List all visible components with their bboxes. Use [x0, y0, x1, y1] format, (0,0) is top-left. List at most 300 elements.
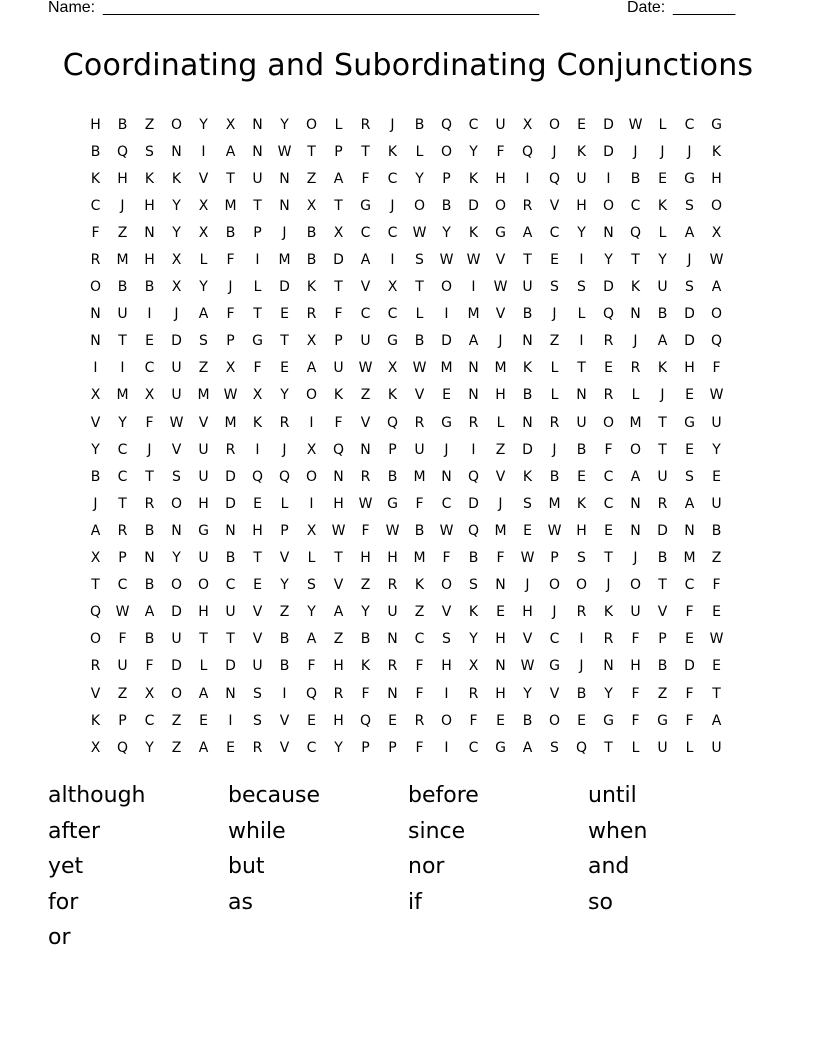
- grid-letter[interactable]: M: [116, 252, 129, 269]
- grid-letter[interactable]: S: [685, 197, 694, 214]
- grid-letter[interactable]: S: [442, 631, 451, 648]
- grid-letter[interactable]: M: [224, 414, 237, 431]
- grid-letter[interactable]: A: [684, 495, 695, 512]
- grid-letter[interactable]: I: [444, 685, 449, 702]
- grid-letter[interactable]: P: [280, 522, 289, 539]
- grid-letter[interactable]: Y: [145, 739, 154, 756]
- grid-letter[interactable]: I: [525, 170, 530, 187]
- grid-letter[interactable]: C: [684, 116, 695, 133]
- grid-letter[interactable]: D: [684, 306, 695, 323]
- grid-letter[interactable]: H: [144, 252, 155, 269]
- grid-letter[interactable]: Y: [712, 441, 721, 458]
- grid-letter[interactable]: Y: [334, 739, 343, 756]
- grid-letter[interactable]: V: [495, 306, 506, 323]
- grid-letter[interactable]: K: [252, 414, 263, 431]
- grid-letter[interactable]: K: [333, 387, 344, 404]
- grid-letter[interactable]: W: [331, 522, 346, 539]
- grid-letter[interactable]: O: [629, 441, 642, 458]
- grid-letter[interactable]: M: [494, 522, 507, 539]
- grid-letter[interactable]: Y: [469, 143, 478, 160]
- grid-letter[interactable]: D: [225, 658, 236, 675]
- grid-letter[interactable]: E: [226, 739, 235, 756]
- grid-letter[interactable]: G: [252, 333, 263, 350]
- grid-letter[interactable]: N: [225, 522, 236, 539]
- grid-letter[interactable]: R: [603, 387, 614, 404]
- grid-letter[interactable]: Y: [307, 604, 316, 621]
- grid-letter[interactable]: O: [710, 197, 723, 214]
- grid-letter[interactable]: J: [525, 577, 530, 594]
- grid-letter[interactable]: N: [360, 441, 371, 458]
- grid-letter[interactable]: J: [660, 143, 665, 160]
- grid-letter[interactable]: U: [576, 414, 587, 431]
- grid-letter[interactable]: P: [442, 170, 451, 187]
- grid-letter[interactable]: J: [552, 143, 557, 160]
- grid-letter[interactable]: H: [333, 712, 344, 729]
- grid-letter[interactable]: V: [360, 279, 371, 296]
- grid-letter[interactable]: M: [413, 468, 426, 485]
- grid-letter[interactable]: T: [280, 333, 289, 350]
- grid-letter[interactable]: Z: [117, 224, 128, 241]
- grid-letter[interactable]: K: [468, 224, 479, 241]
- grid-letter[interactable]: O: [305, 387, 318, 404]
- grid-letter[interactable]: W: [412, 360, 427, 377]
- grid-letter[interactable]: K: [90, 170, 101, 187]
- grid-letter[interactable]: O: [89, 631, 102, 648]
- grid-letter[interactable]: O: [170, 577, 183, 594]
- grid-letter[interactable]: R: [630, 360, 641, 377]
- grid-letter[interactable]: U: [171, 387, 182, 404]
- grid-letter[interactable]: F: [334, 414, 343, 431]
- grid-letter[interactable]: V: [333, 577, 344, 594]
- grid-letter[interactable]: D: [171, 604, 182, 621]
- grid-letter[interactable]: D: [225, 468, 236, 485]
- grid-letter[interactable]: T: [604, 739, 613, 756]
- grid-letter[interactable]: G: [360, 197, 371, 214]
- grid-letter[interactable]: X: [306, 333, 317, 350]
- grid-letter[interactable]: Z: [333, 631, 344, 648]
- grid-letter[interactable]: V: [90, 685, 101, 702]
- grid-letter[interactable]: X: [171, 279, 182, 296]
- grid-letter[interactable]: Y: [280, 577, 289, 594]
- grid-letter[interactable]: Y: [280, 387, 289, 404]
- grid-letter[interactable]: Z: [360, 577, 371, 594]
- grid-letter[interactable]: I: [309, 495, 314, 512]
- grid-letter[interactable]: B: [522, 306, 533, 323]
- grid-letter[interactable]: C: [144, 360, 155, 377]
- grid-letter[interactable]: R: [144, 495, 155, 512]
- grid-letter[interactable]: K: [387, 387, 398, 404]
- grid-letter[interactable]: T: [145, 468, 154, 485]
- grid-letter[interactable]: K: [576, 495, 587, 512]
- grid-letter[interactable]: D: [684, 658, 695, 675]
- grid-letter[interactable]: S: [685, 279, 694, 296]
- grid-letter[interactable]: I: [201, 143, 206, 160]
- grid-letter[interactable]: K: [414, 577, 425, 594]
- grid-letter[interactable]: N: [171, 143, 182, 160]
- grid-letter[interactable]: V: [360, 414, 371, 431]
- grid-letter[interactable]: G: [684, 414, 695, 431]
- grid-letter[interactable]: N: [387, 631, 398, 648]
- grid-letter[interactable]: E: [658, 170, 667, 187]
- grid-letter[interactable]: B: [144, 279, 155, 296]
- grid-letter[interactable]: L: [685, 739, 694, 756]
- grid-letter[interactable]: Z: [549, 333, 560, 350]
- grid-letter[interactable]: M: [629, 414, 642, 431]
- grid-letter[interactable]: R: [387, 658, 398, 675]
- grid-letter[interactable]: U: [630, 604, 641, 621]
- grid-letter[interactable]: H: [495, 631, 506, 648]
- grid-letter[interactable]: X: [225, 360, 236, 377]
- grid-letter[interactable]: W: [277, 143, 292, 160]
- grid-letter[interactable]: C: [117, 468, 128, 485]
- grid-letter[interactable]: I: [228, 712, 233, 729]
- grid-letter[interactable]: E: [307, 712, 316, 729]
- grid-letter[interactable]: I: [255, 252, 260, 269]
- grid-letter[interactable]: X: [171, 252, 182, 269]
- grid-letter[interactable]: I: [471, 279, 476, 296]
- grid-letter[interactable]: F: [118, 631, 127, 648]
- grid-letter[interactable]: B: [90, 468, 101, 485]
- grid-letter[interactable]: C: [90, 197, 101, 214]
- grid-letter[interactable]: J: [498, 495, 503, 512]
- grid-letter[interactable]: F: [469, 712, 478, 729]
- grid-letter[interactable]: V: [279, 712, 290, 729]
- grid-letter[interactable]: F: [145, 658, 154, 675]
- grid-letter[interactable]: S: [469, 577, 478, 594]
- grid-letter[interactable]: B: [225, 224, 236, 241]
- grid-letter[interactable]: P: [334, 333, 343, 350]
- grid-letter[interactable]: G: [441, 414, 452, 431]
- grid-letter[interactable]: C: [387, 224, 398, 241]
- grid-letter[interactable]: N: [576, 387, 587, 404]
- grid-letter[interactable]: H: [333, 495, 344, 512]
- grid-letter[interactable]: F: [415, 739, 424, 756]
- grid-letter[interactable]: T: [658, 414, 667, 431]
- grid-letter[interactable]: R: [522, 197, 533, 214]
- grid-letter[interactable]: Z: [306, 170, 317, 187]
- grid-letter[interactable]: S: [253, 685, 262, 702]
- grid-letter[interactable]: E: [712, 468, 721, 485]
- grid-letter[interactable]: U: [657, 739, 668, 756]
- grid-letter[interactable]: X: [387, 279, 398, 296]
- grid-letter[interactable]: X: [468, 658, 479, 675]
- grid-letter[interactable]: W: [547, 522, 562, 539]
- grid-letter[interactable]: D: [441, 333, 452, 350]
- grid-letter[interactable]: L: [550, 360, 559, 377]
- grid-letter[interactable]: R: [360, 468, 371, 485]
- grid-letter[interactable]: K: [576, 143, 587, 160]
- grid-letter[interactable]: I: [147, 306, 152, 323]
- grid-letter[interactable]: U: [414, 441, 425, 458]
- grid-letter[interactable]: R: [90, 252, 101, 269]
- grid-letter[interactable]: U: [657, 468, 668, 485]
- grid-letter[interactable]: I: [606, 170, 611, 187]
- grid-letter[interactable]: Y: [172, 224, 181, 241]
- grid-letter[interactable]: O: [89, 279, 102, 296]
- grid-letter[interactable]: Z: [657, 685, 668, 702]
- grid-letter[interactable]: E: [199, 712, 208, 729]
- grid-letter[interactable]: T: [118, 495, 127, 512]
- grid-letter[interactable]: A: [711, 712, 722, 729]
- grid-letter[interactable]: E: [523, 522, 532, 539]
- grid-letter[interactable]: C: [468, 116, 479, 133]
- grid-letter[interactable]: F: [712, 360, 721, 377]
- grid-letter[interactable]: K: [171, 170, 182, 187]
- grid-letter[interactable]: F: [631, 712, 640, 729]
- grid-letter[interactable]: X: [144, 387, 155, 404]
- grid-letter[interactable]: W: [466, 252, 481, 269]
- grid-letter[interactable]: D: [603, 116, 614, 133]
- grid-letter[interactable]: J: [498, 333, 503, 350]
- grid-letter[interactable]: A: [144, 604, 155, 621]
- grid-letter[interactable]: B: [117, 279, 128, 296]
- grid-letter[interactable]: O: [602, 197, 615, 214]
- grid-letter[interactable]: A: [711, 279, 722, 296]
- grid-letter[interactable]: U: [198, 468, 209, 485]
- grid-letter[interactable]: E: [685, 631, 694, 648]
- grid-letter[interactable]: F: [496, 143, 505, 160]
- grid-letter[interactable]: C: [387, 170, 398, 187]
- grid-letter[interactable]: C: [117, 441, 128, 458]
- grid-letter[interactable]: V: [549, 197, 560, 214]
- grid-letter[interactable]: C: [144, 712, 155, 729]
- grid-letter[interactable]: F: [415, 658, 424, 675]
- grid-letter[interactable]: E: [577, 468, 586, 485]
- grid-letter[interactable]: T: [415, 279, 424, 296]
- grid-letter[interactable]: I: [255, 441, 260, 458]
- grid-letter[interactable]: C: [468, 739, 479, 756]
- grid-letter[interactable]: W: [520, 658, 535, 675]
- grid-letter[interactable]: F: [631, 631, 640, 648]
- grid-letter[interactable]: Y: [199, 279, 208, 296]
- grid-letter[interactable]: T: [334, 550, 343, 567]
- grid-letter[interactable]: U: [711, 495, 722, 512]
- grid-letter[interactable]: V: [279, 550, 290, 567]
- grid-letter[interactable]: Q: [629, 224, 642, 241]
- grid-letter[interactable]: V: [495, 252, 506, 269]
- grid-letter[interactable]: A: [522, 739, 533, 756]
- grid-letter[interactable]: W: [169, 414, 184, 431]
- grid-letter[interactable]: S: [307, 577, 316, 594]
- grid-letter[interactable]: E: [442, 387, 451, 404]
- grid-letter[interactable]: L: [280, 495, 289, 512]
- grid-letter[interactable]: H: [711, 170, 722, 187]
- grid-letter[interactable]: X: [333, 224, 344, 241]
- grid-letter[interactable]: B: [279, 631, 290, 648]
- grid-letter[interactable]: Z: [144, 116, 155, 133]
- grid-letter[interactable]: B: [522, 387, 533, 404]
- grid-letter[interactable]: F: [361, 522, 370, 539]
- grid-letter[interactable]: Q: [710, 333, 723, 350]
- grid-letter[interactable]: A: [90, 522, 101, 539]
- grid-letter[interactable]: B: [630, 170, 641, 187]
- grid-letter[interactable]: Z: [360, 387, 371, 404]
- grid-letter[interactable]: T: [253, 306, 262, 323]
- grid-letter[interactable]: Q: [521, 143, 534, 160]
- grid-letter[interactable]: Z: [117, 685, 128, 702]
- grid-letter[interactable]: O: [413, 197, 426, 214]
- grid-letter[interactable]: W: [709, 252, 724, 269]
- grid-letter[interactable]: K: [657, 360, 668, 377]
- grid-letter[interactable]: J: [660, 387, 665, 404]
- grid-letter[interactable]: O: [575, 577, 588, 594]
- grid-letter[interactable]: H: [333, 658, 344, 675]
- grid-letter[interactable]: A: [360, 252, 371, 269]
- grid-letter[interactable]: N: [279, 170, 290, 187]
- grid-letter[interactable]: Y: [172, 550, 181, 567]
- grid-letter[interactable]: E: [145, 333, 154, 350]
- grid-letter[interactable]: P: [658, 631, 667, 648]
- grid-letter[interactable]: C: [684, 577, 695, 594]
- grid-letter[interactable]: D: [225, 495, 236, 512]
- grid-letter[interactable]: P: [361, 739, 370, 756]
- grid-letter[interactable]: S: [199, 333, 208, 350]
- grid-letter[interactable]: I: [579, 252, 584, 269]
- grid-letter[interactable]: Z: [171, 712, 182, 729]
- grid-letter[interactable]: B: [306, 224, 317, 241]
- grid-letter[interactable]: B: [657, 306, 668, 323]
- grid-letter[interactable]: S: [253, 712, 262, 729]
- grid-letter[interactable]: A: [333, 604, 344, 621]
- grid-letter[interactable]: J: [120, 197, 125, 214]
- grid-letter[interactable]: Y: [280, 116, 289, 133]
- grid-letter[interactable]: R: [603, 631, 614, 648]
- grid-letter[interactable]: T: [118, 333, 127, 350]
- grid-letter[interactable]: R: [225, 441, 236, 458]
- grid-letter[interactable]: W: [709, 387, 724, 404]
- grid-letter[interactable]: B: [306, 252, 317, 269]
- grid-letter[interactable]: M: [278, 252, 291, 269]
- grid-letter[interactable]: B: [117, 116, 128, 133]
- grid-letter[interactable]: P: [118, 712, 127, 729]
- grid-letter[interactable]: U: [711, 739, 722, 756]
- grid-letter[interactable]: I: [390, 252, 395, 269]
- grid-letter[interactable]: N: [603, 224, 614, 241]
- grid-letter[interactable]: Y: [604, 685, 613, 702]
- grid-letter[interactable]: E: [712, 658, 721, 675]
- grid-letter[interactable]: W: [628, 116, 643, 133]
- grid-letter[interactable]: D: [684, 333, 695, 350]
- grid-letter[interactable]: V: [657, 604, 668, 621]
- grid-letter[interactable]: I: [471, 441, 476, 458]
- grid-letter[interactable]: T: [361, 143, 370, 160]
- grid-letter[interactable]: T: [523, 252, 532, 269]
- grid-letter[interactable]: S: [415, 252, 424, 269]
- grid-letter[interactable]: D: [522, 441, 533, 458]
- grid-letter[interactable]: H: [441, 658, 452, 675]
- grid-letter[interactable]: A: [306, 360, 317, 377]
- grid-letter[interactable]: F: [712, 577, 721, 594]
- grid-letter[interactable]: N: [522, 333, 533, 350]
- grid-letter[interactable]: L: [199, 252, 208, 269]
- grid-letter[interactable]: H: [495, 685, 506, 702]
- grid-letter[interactable]: W: [439, 522, 454, 539]
- grid-letter[interactable]: X: [225, 116, 236, 133]
- grid-letter[interactable]: G: [495, 224, 506, 241]
- grid-letter[interactable]: U: [252, 170, 263, 187]
- grid-letter[interactable]: F: [442, 550, 451, 567]
- grid-letter[interactable]: D: [333, 252, 344, 269]
- grid-letter[interactable]: F: [253, 360, 262, 377]
- grid-letter[interactable]: C: [630, 197, 641, 214]
- grid-letter[interactable]: U: [576, 170, 587, 187]
- grid-letter[interactable]: H: [90, 116, 101, 133]
- grid-letter[interactable]: I: [120, 360, 125, 377]
- grid-letter[interactable]: Y: [172, 197, 181, 214]
- grid-letter[interactable]: N: [144, 550, 155, 567]
- grid-letter[interactable]: N: [468, 360, 479, 377]
- grid-letter[interactable]: P: [388, 739, 397, 756]
- grid-letter[interactable]: D: [468, 197, 479, 214]
- grid-letter[interactable]: N: [225, 685, 236, 702]
- grid-letter[interactable]: Z: [414, 604, 425, 621]
- date-field[interactable]: _______: [673, 0, 736, 16]
- grid-letter[interactable]: Y: [658, 252, 667, 269]
- grid-letter[interactable]: J: [633, 143, 638, 160]
- grid-letter[interactable]: Z: [279, 604, 290, 621]
- grid-letter[interactable]: G: [684, 170, 695, 187]
- grid-letter[interactable]: F: [226, 252, 235, 269]
- grid-letter[interactable]: J: [282, 224, 287, 241]
- grid-letter[interactable]: D: [603, 279, 614, 296]
- grid-letter[interactable]: T: [334, 279, 343, 296]
- grid-letter[interactable]: T: [253, 197, 262, 214]
- grid-letter[interactable]: F: [685, 604, 694, 621]
- grid-letter[interactable]: C: [360, 224, 371, 241]
- grid-letter[interactable]: P: [334, 143, 343, 160]
- grid-letter[interactable]: Q: [467, 522, 480, 539]
- grid-letter[interactable]: U: [198, 441, 209, 458]
- grid-letter[interactable]: U: [198, 550, 209, 567]
- grid-letter[interactable]: E: [388, 712, 397, 729]
- grid-letter[interactable]: K: [360, 658, 371, 675]
- grid-letter[interactable]: E: [604, 522, 613, 539]
- grid-letter[interactable]: S: [550, 279, 559, 296]
- grid-letter[interactable]: R: [279, 414, 290, 431]
- grid-letter[interactable]: H: [630, 658, 641, 675]
- grid-letter[interactable]: M: [548, 495, 561, 512]
- grid-letter[interactable]: J: [147, 441, 152, 458]
- grid-letter[interactable]: O: [440, 712, 453, 729]
- grid-letter[interactable]: V: [171, 441, 182, 458]
- grid-letter[interactable]: K: [657, 197, 668, 214]
- grid-letter[interactable]: E: [577, 712, 586, 729]
- grid-letter[interactable]: H: [252, 522, 263, 539]
- grid-letter[interactable]: E: [253, 495, 262, 512]
- grid-letter[interactable]: L: [577, 306, 586, 323]
- grid-letter[interactable]: B: [522, 712, 533, 729]
- grid-letter[interactable]: O: [440, 577, 453, 594]
- grid-letter[interactable]: V: [252, 631, 263, 648]
- grid-letter[interactable]: H: [360, 550, 371, 567]
- grid-letter[interactable]: L: [253, 279, 262, 296]
- grid-letter[interactable]: F: [361, 685, 370, 702]
- grid-letter[interactable]: N: [387, 685, 398, 702]
- grid-letter[interactable]: Y: [91, 441, 100, 458]
- grid-letter[interactable]: Y: [442, 224, 451, 241]
- grid-letter[interactable]: O: [548, 712, 561, 729]
- grid-letter[interactable]: P: [226, 333, 235, 350]
- grid-letter[interactable]: L: [415, 143, 424, 160]
- grid-letter[interactable]: N: [468, 387, 479, 404]
- grid-letter[interactable]: R: [90, 658, 101, 675]
- grid-letter[interactable]: Q: [278, 468, 291, 485]
- grid-letter[interactable]: V: [495, 468, 506, 485]
- grid-letter[interactable]: V: [441, 604, 452, 621]
- grid-letter[interactable]: L: [415, 306, 424, 323]
- grid-letter[interactable]: J: [390, 116, 395, 133]
- grid-letter[interactable]: C: [549, 224, 560, 241]
